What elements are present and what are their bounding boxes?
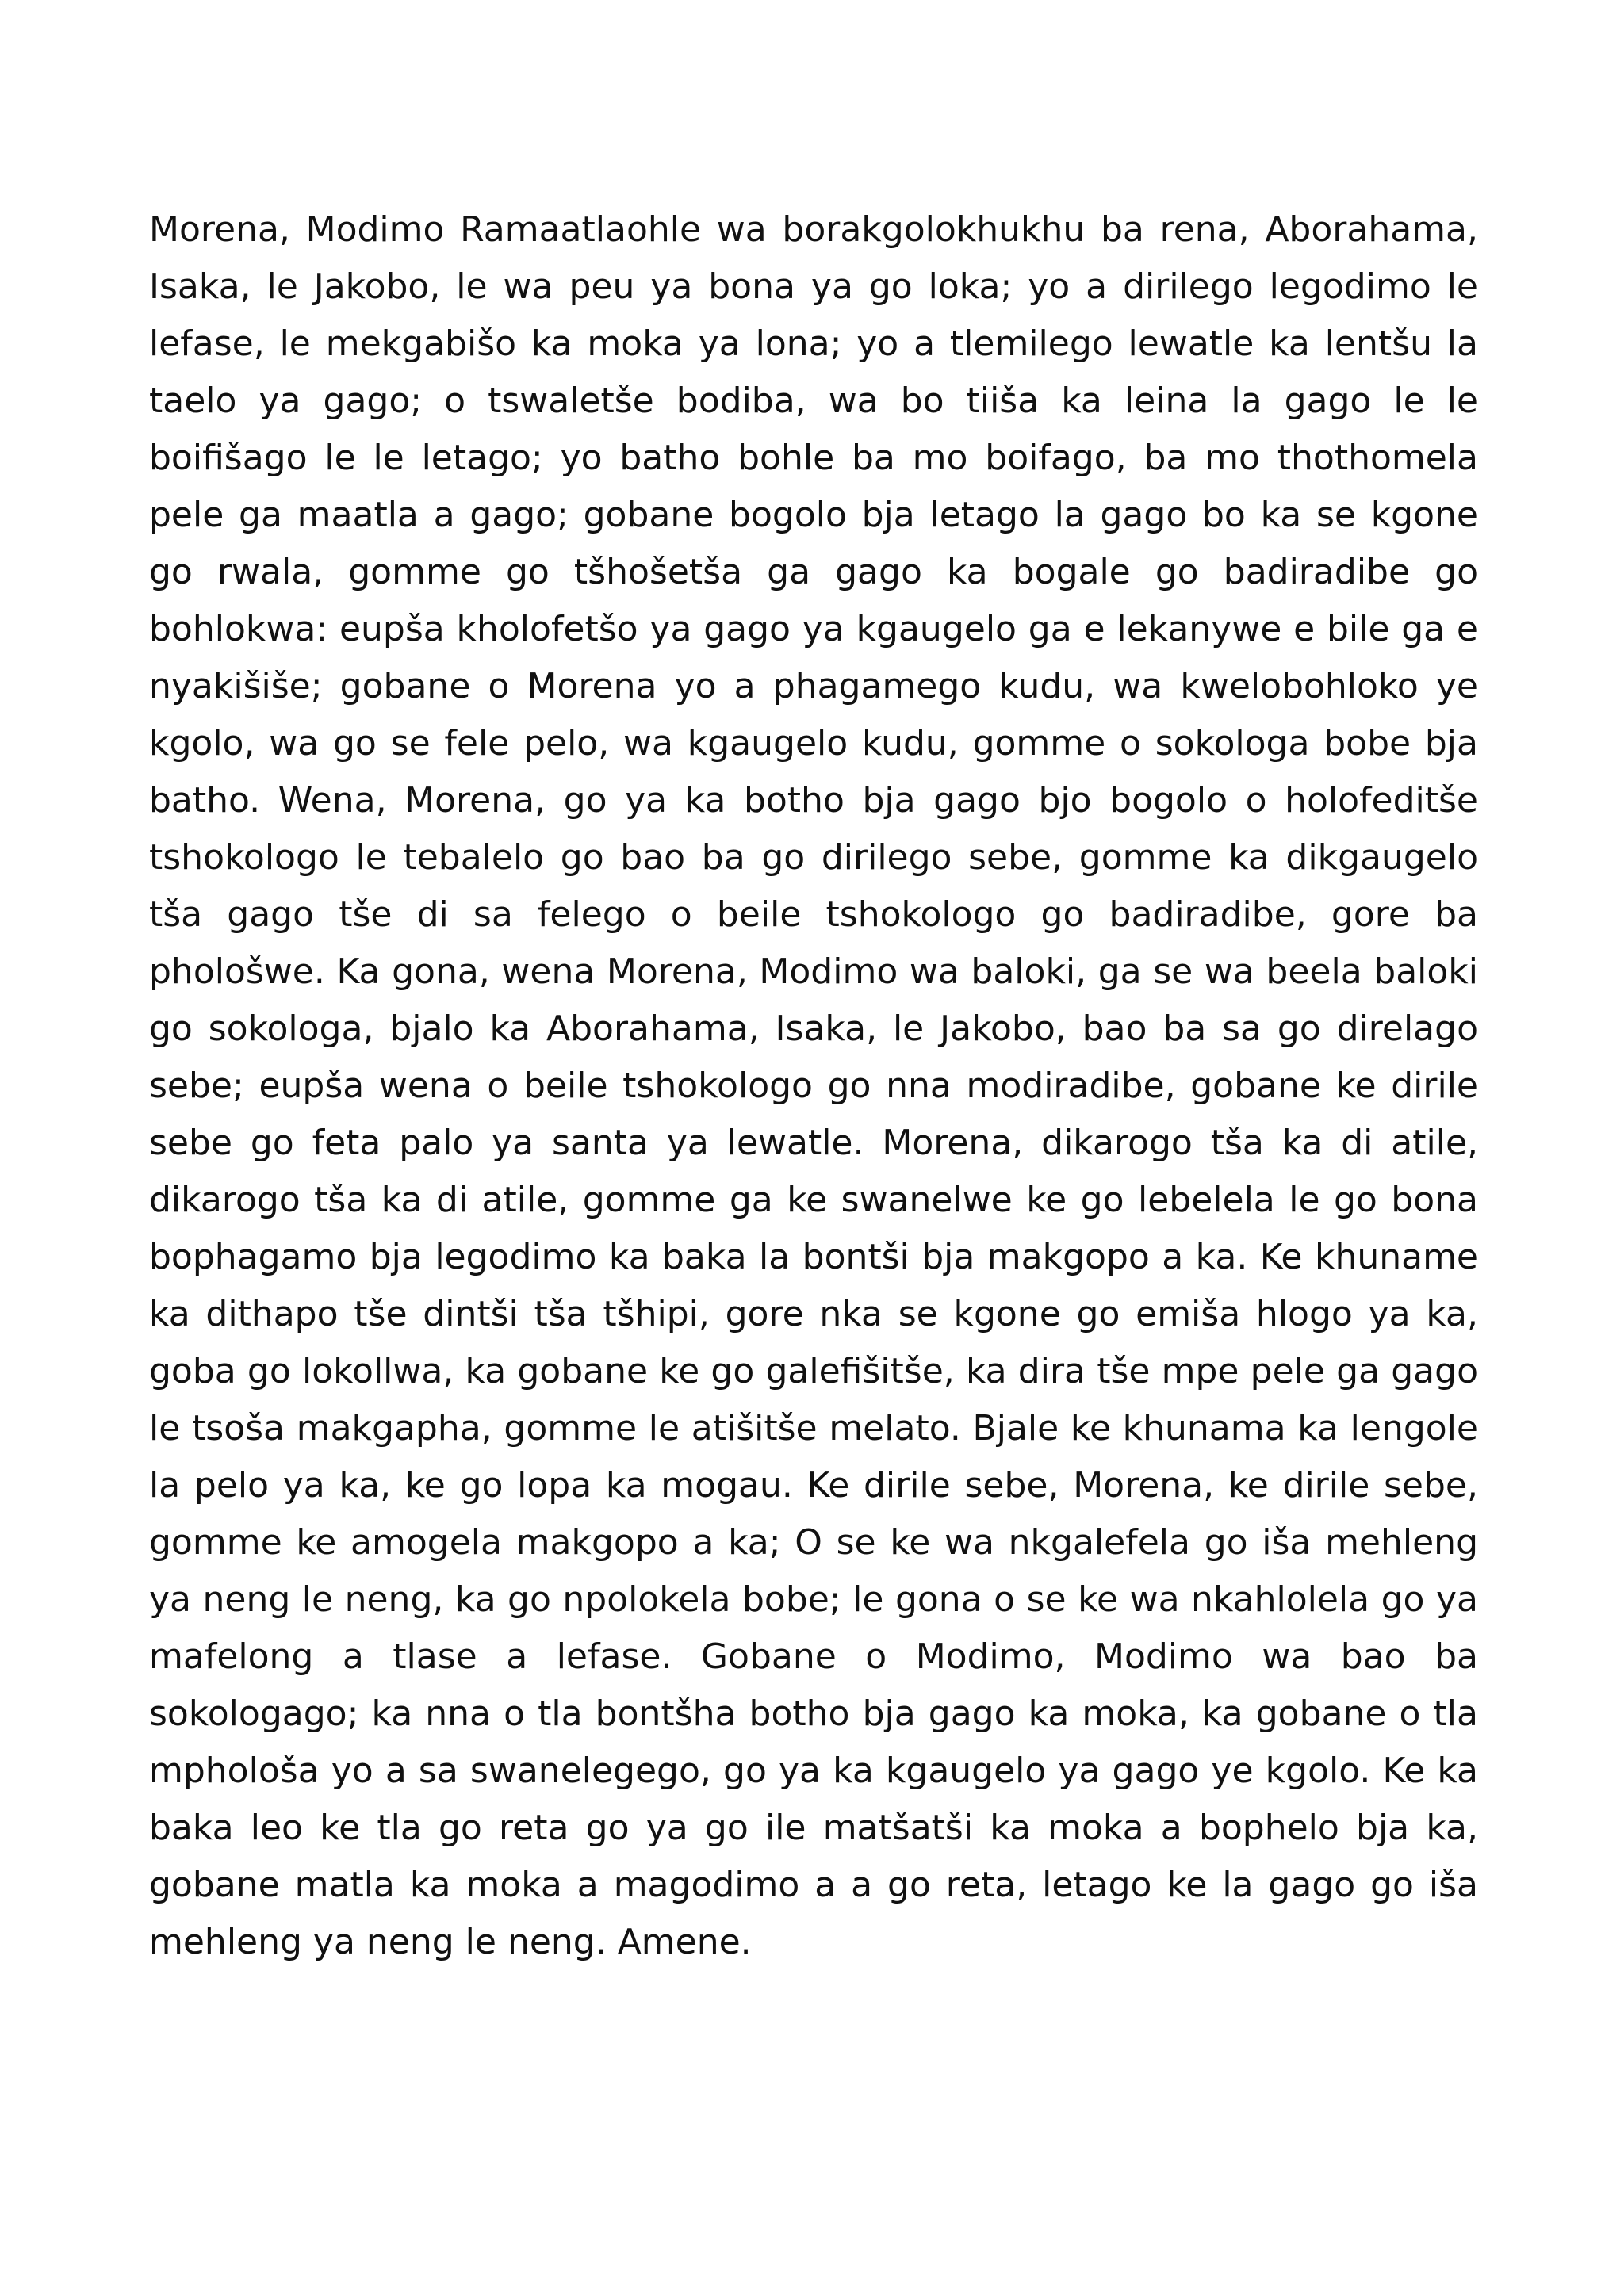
prayer-paragraph: Morena, Modimo Ramaatlaohle wa borakgolokhukhu ba rena, Aborahama, Isaka, le Jakobo, le wa peu ya bona ya go loka; yo a dirilego legodimo le lefase, le mekgabišo ka moka ya lona; yo a tlemilego lewatle ka lentšu la taelo ya gago; o tswaletše bodiba, wa bo tiiša ka leina la gago le le boifišago le le letago; yo batho bohle ba mo boifago, ba mo thothomela pele ga maatla a gago; gobane bogolo bja letago la gago bo ka se kgone go rwala, gomme go tšhošetša ga gago ka bogale go badiradibe go bohlokwa: eupša kholofetšo ya gago ya kgaugelo ga e lekanywe e bile ga e nyakišiše; gobane o Morena yo a phagamego kudu, wa kwelobohloko ye kgolo, wa go se fele pelo, wa kgaugelo kudu, gomme o sokologa bobe bja batho. Wena, Morena, go ya ka botho bja gago bjo bogolo o holofeditše tshokologo le tebalelo go bao ba go dirilego sebe, gomme ka dikgaugelo tša gago tše di sa felego o beile tshokologo go badiradibe, gore ba phološwe. Ka gona, wena Morena, Modimo wa baloki, ga se wa beela baloki go sokologa, bjalo ka Aborahama, Isaka, le Jakobo, bao ba sa go direlago sebe; eupša wena o beile tshokologo go nna modiradibe, gobane ke dirile sebe go feta palo ya santa ya lewatle. Morena, dikarogo tša ka di atile, dikarogo tša ka di atile, gomme ga ke swanelwe ke go lebelela le go bona bophagamo bja legodimo ka baka la bontši bja makgopo a ka. Ke khuname ka dithapo tše dintši tša tšhipi, gore nka se kgone go emiša hlogo ya ka, goba go lokollwa, ka gobane ke go galefišitše, ka dira tše mpe pele ga gago le tsoša makgapha, gomme le atišitše melato. Bjale ke khunama ka lengole la pelo ya ka, ke go lopa ka mogau. Ke dirile sebe, Morena, ke dirile sebe, gomme ke amogela makgopo a ka; O se ke wa nkgalefela go iša mehleng ya neng le neng, ka go npolokela bobe; le gona o se ke wa nkahlolela go ya mafelong a tlase a lefase. Gobane o Modimo, Modimo wa bao ba sokologago; ka nna o tla bontšha botho bja gago ka moka, ka gobane o tla mphološa yo a sa swanelegego, go ya ka kgaugelo ya gago ye kgolo. Ke ka baka leo ke tla go reta go ya go ile matšatši ka moka a bophelo bja ka, gobane matla ka moka a magodimo a a go reta, letago ke la gago go iša mehleng ya neng le neng. Amene. [149, 209, 1478, 1962]
prayer-text-block [149, 201, 1478, 1971]
